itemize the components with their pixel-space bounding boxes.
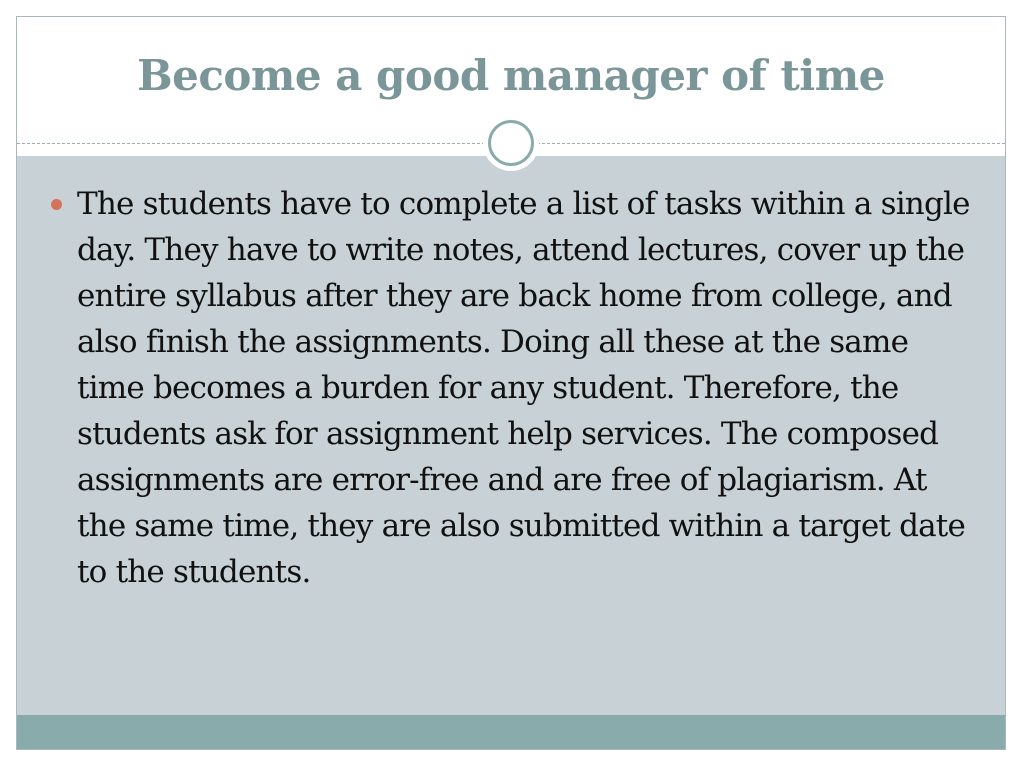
circle-ornament-icon	[483, 115, 539, 171]
bullet-list	[47, 181, 977, 595]
footer-bar	[17, 715, 1005, 749]
slide-title: Become a good manager of time	[137, 51, 885, 100]
bullet-dot-icon	[51, 199, 62, 210]
bullet-item	[47, 181, 977, 595]
slide	[16, 16, 1006, 750]
bullet-text: The students have to complete a list of tasks within a single day. They have to write notes, attend lectures, cover up the entire syllabus after they are back home from college, and also finish the assignments. Doing all these at the same time becomes a burden for any student. Therefore, the students ask for assignment help services. The composed assignments are error-free and are free of plagiarism. At the same time, they are also submitted within a target date to the students.	[77, 186, 970, 590]
ornament-ring	[488, 120, 534, 166]
